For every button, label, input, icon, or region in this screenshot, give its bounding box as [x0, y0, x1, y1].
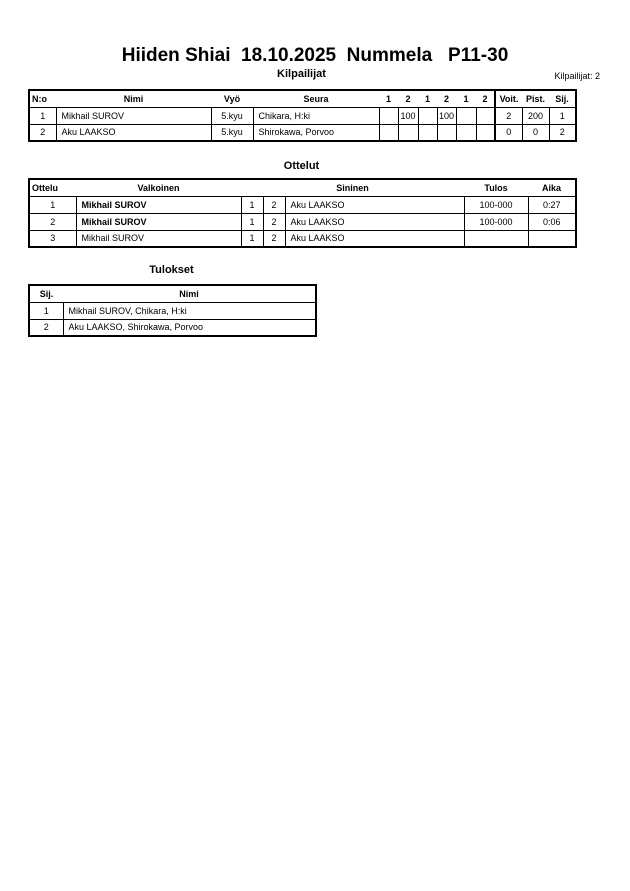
score-cell — [418, 107, 437, 124]
score-cell — [456, 107, 476, 124]
col-header-no: N:o — [29, 90, 56, 107]
col-header-white: Valkoinen — [76, 179, 241, 196]
col-header-score: 1 — [456, 90, 476, 107]
col-header-place: Sij. — [29, 285, 63, 302]
score-cell — [476, 107, 495, 124]
white-name: Mikhail SUROV — [76, 213, 241, 230]
match-number: 1 — [29, 196, 76, 213]
white-number: 1 — [241, 196, 263, 213]
blue-name: Aku LAAKSO — [285, 213, 464, 230]
white-name: Mikhail SUROV — [76, 196, 241, 213]
col-header-belt: Vyö — [211, 90, 253, 107]
score-cell — [418, 124, 437, 141]
competitor-club: Chikara, H:ki — [253, 107, 379, 124]
col-header-club: Seura — [253, 90, 379, 107]
col-header-wins: Voit. — [495, 90, 522, 107]
points-cell: 200 — [522, 107, 549, 124]
white-name: Mikhail SUROV — [76, 230, 241, 247]
blue-name: Aku LAAKSO — [285, 230, 464, 247]
competitor-belt: 5.kyu — [211, 107, 253, 124]
place-cell: 1 — [549, 107, 576, 124]
competitor-belt: 5.kyu — [211, 124, 253, 141]
wins-cell: 0 — [495, 124, 522, 141]
match-row — [29, 230, 576, 247]
competitor-number: 1 — [29, 107, 56, 124]
blue-number: 2 — [263, 196, 285, 213]
score-cell — [456, 124, 476, 141]
points-cell: 0 — [522, 124, 549, 141]
white-number: 1 — [241, 213, 263, 230]
blue-number: 2 — [263, 213, 285, 230]
col-header-score: 2 — [437, 90, 456, 107]
col-header-name: Nimi — [63, 285, 316, 302]
col-header-score: 2 — [476, 90, 495, 107]
score-cell — [476, 124, 495, 141]
result-cell: 100-000 — [464, 213, 528, 230]
competitor-club: Shirokawa, Porvoo — [253, 124, 379, 141]
col-header-place: Sij. — [549, 90, 576, 107]
matches-table — [28, 178, 577, 248]
match-number: 2 — [29, 213, 76, 230]
score-cell: 100 — [398, 107, 418, 124]
result-row — [29, 319, 316, 336]
match-row — [29, 213, 576, 230]
col-header-name: Nimi — [56, 90, 211, 107]
score-cell — [437, 124, 456, 141]
section-title-results: Tulokset — [149, 264, 194, 276]
col-header-score: 1 — [379, 90, 398, 107]
competitors-header-row — [29, 90, 576, 107]
competitor-name: Mikhail SUROV — [56, 107, 211, 124]
blue-name: Aku LAAKSO — [285, 196, 464, 213]
competitor-name: Aku LAAKSO — [56, 124, 211, 141]
match-number: 3 — [29, 230, 76, 247]
col-header-score: 1 — [418, 90, 437, 107]
competitors-count: Kilpailijat: 2 — [554, 71, 600, 81]
time-cell: 0:27 — [528, 196, 576, 213]
result-place: 2 — [29, 319, 63, 336]
result-cell — [464, 230, 528, 247]
score-cell: 100 — [437, 107, 456, 124]
time-cell: 0:06 — [528, 213, 576, 230]
section-title-competitors: Kilpailijat — [277, 68, 326, 80]
time-cell — [528, 230, 576, 247]
col-header-blue: Sininen — [241, 179, 464, 196]
result-cell: 100-000 — [464, 196, 528, 213]
results-header-row — [29, 285, 316, 302]
col-header-points: Pist. — [522, 90, 549, 107]
result-name: Mikhail SUROV, Chikara, H:ki — [63, 302, 316, 319]
competitor-row — [29, 107, 576, 124]
score-cell — [379, 107, 398, 124]
competitor-row — [29, 124, 576, 141]
col-header-result: Tulos — [464, 179, 528, 196]
section-title-matches: Ottelut — [283, 160, 320, 172]
score-cell — [398, 124, 418, 141]
match-row — [29, 196, 576, 213]
competitors-table — [28, 89, 577, 142]
col-header-match: Ottelu — [29, 179, 76, 196]
wins-cell: 2 — [495, 107, 522, 124]
place-cell: 2 — [549, 124, 576, 141]
results-table — [28, 284, 317, 337]
score-cell — [379, 124, 398, 141]
page-title: Hiiden Shiai 18.10.2025 Nummela P11-30 — [121, 45, 509, 66]
result-name: Aku LAAKSO, Shirokawa, Porvoo — [63, 319, 316, 336]
result-place: 1 — [29, 302, 63, 319]
blue-number: 2 — [263, 230, 285, 247]
white-number: 1 — [241, 230, 263, 247]
matches-header-row — [29, 179, 576, 196]
result-row — [29, 302, 316, 319]
col-header-score: 2 — [398, 90, 418, 107]
competitor-number: 2 — [29, 124, 56, 141]
col-header-time: Aika — [528, 179, 576, 196]
